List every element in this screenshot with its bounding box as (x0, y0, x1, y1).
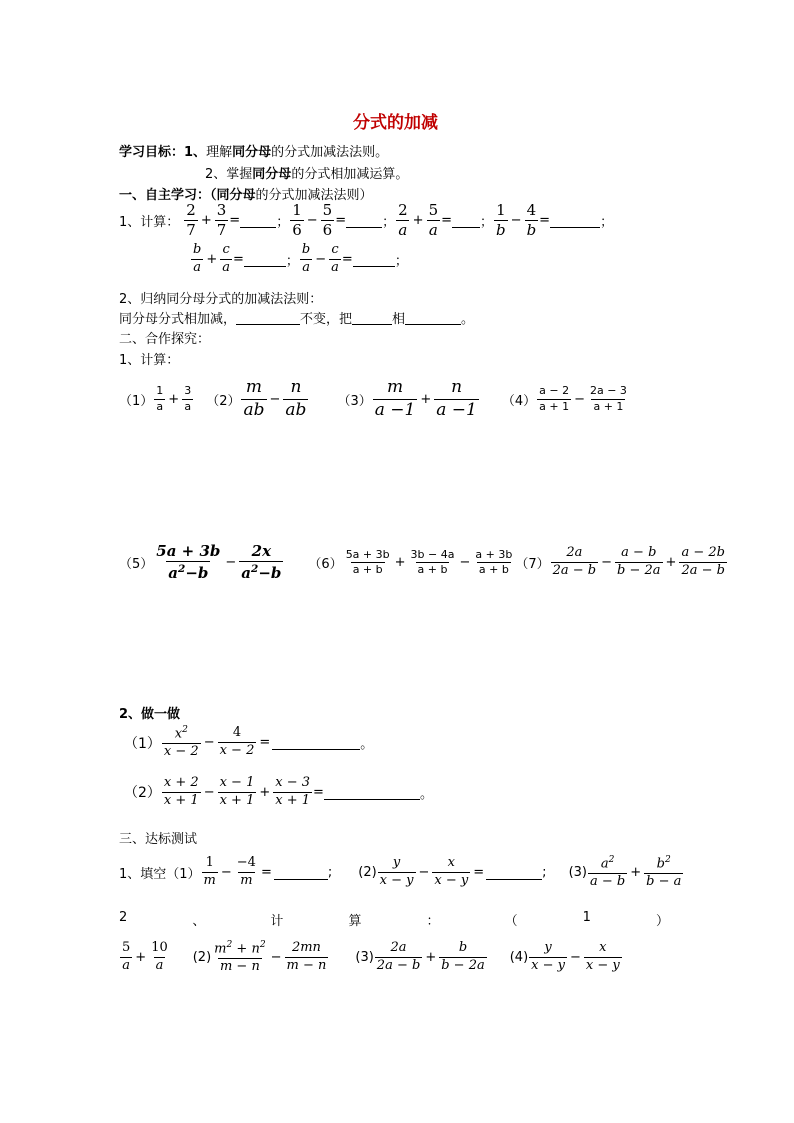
fraction: $\frac{x}{x - y}$ (585, 940, 620, 974)
fraction: $\frac{2}{7}$ (186, 201, 196, 240)
fraction: $\frac{-4}{m}$ (236, 855, 256, 889)
answer-blank[interactable] (550, 213, 600, 228)
fraction: $\frac{2x}{a^2-b}$ (241, 542, 282, 583)
answer-blank[interactable] (236, 310, 300, 325)
fraction: $\frac{2mn}{m - n}$ (286, 940, 327, 974)
fraction: $\frac{n}{a -1}$ (436, 377, 477, 420)
fraction: $\frac{2a - 3}{a + 1}$ (589, 383, 627, 413)
section-1-q1-row2: $\frac{b}{a}$ + $\frac{c}{a}$ = ； $\frac{b}{a}$ − $\frac{c}{a}$ = ； (193, 242, 408, 275)
fraction: $\frac{3b - 4a}{a + b}$ (410, 547, 455, 577)
fraction: $\frac{5a + 3b}{a^2-b}$ (156, 542, 221, 583)
objectives-label: 学习目标： (119, 145, 185, 160)
answer-blank[interactable] (346, 213, 382, 228)
answer-blank[interactable] (274, 865, 328, 880)
rule-statement: 同分母分式相加减， 不变，把 相 。 (119, 312, 475, 327)
fraction: $\frac{a^2}{a - b}$ (589, 855, 626, 890)
fraction: $\frac{y}{x - y}$ (531, 940, 565, 974)
fraction: $\frac{b^2}{b - a}$ (646, 855, 682, 890)
fraction: $\frac{5}{a}$ (428, 201, 439, 240)
fraction: $\frac{a - 2}{a + 1}$ (539, 383, 570, 413)
fraction: $\frac{n}{ab}$ (285, 377, 307, 420)
fraction: $\frac{b}{b - 2a}$ (441, 940, 485, 974)
fraction: $\frac{5a + 3b}{a + b}$ (345, 547, 390, 577)
section-1-q1-row1: 1、计算： $\frac{2}{7}$ + $\frac{3}{7}$ = ； $\frac{1}{6}$ − $\frac{5}{6}$ = ； $\frac{2}{a}$ + $\frac{5}{a}$ = ； $\frac{1}{b}$ − $\frac{4}{b}$ = ； (119, 201, 614, 240)
section-2-q1-row1: （1） $\frac{1}{a}$ + $\frac{3}{a}$ （2） $\frac{m}{ab}$ − $\frac{n}{ab}$ （3） $\frac{m}{a -1}$ + $\frac{n}{a -1}$ （4） $\frac{a - 2}{a + 1}$ − $\frac{2a - 3}{a + 1}$ (119, 377, 627, 420)
fraction: $\frac{5}{a}$ (122, 940, 131, 974)
fraction: $\frac{x^2}{x - 2}$ (163, 725, 199, 760)
objective-2: 2、掌握同分母的分式相加减运算。 (205, 167, 409, 182)
fraction: $\frac{x - 1}{x + 1}$ (219, 775, 255, 808)
fraction: $\frac{1}{6}$ (292, 201, 302, 240)
fraction: $\frac{5}{6}$ (322, 201, 333, 240)
fraction: $\frac{3}{7}$ (216, 201, 227, 240)
fraction: $\frac{m^2 + n^2}{m - n}$ (214, 940, 266, 975)
fraction: $\frac{10}{a}$ (151, 940, 168, 974)
fraction: $\frac{1}{a}$ (156, 383, 164, 413)
section-2-q1-row2: （5） $\frac{5a + 3b}{a^2-b}$ − $\frac{2x}{a^2-b}$ （6） $\frac{5a + 3b}{a + b}$ + $\frac{3b - 4a}{a + b}$ − $\frac{a + 3b}{a + b}$ （7） $\frac{2a}{2a - b}$ − $\frac{a - b}{b - 2a}$ + $\frac{a - 2b}{2a - b}$ (119, 542, 725, 583)
section-1-heading: 一、自主学习：（同分母的分式加减法法则） (119, 188, 373, 203)
objective-1: 学习目标：1、理解同分母的分式加减法法则。 (119, 145, 389, 160)
fraction: $\frac{2}{a}$ (398, 201, 408, 240)
answer-blank[interactable] (452, 213, 480, 228)
fraction: $\frac{2a}{2a - b}$ (552, 545, 597, 579)
fraction: $\frac{1}{b}$ (496, 201, 506, 240)
try-1: （1） $\frac{x^2}{x - 2}$ − $\frac{4}{x - 2}$ = 。 (124, 725, 374, 760)
fraction: $\frac{c}{a}$ (222, 242, 230, 275)
fraction: $\frac{3}{a}$ (184, 383, 192, 413)
answer-blank[interactable] (405, 310, 461, 325)
page-title: 分式的加减 (353, 113, 438, 133)
answer-blank[interactable] (352, 310, 392, 325)
fill-in-row: 1、填空（1） $\frac{1}{m}$ − $\frac{-4}{m}$ = ; (2) $\frac{y}{x - y}$ − $\frac{x}{x - y}$ = ; (3) $\frac{a^2}{a - b}$ + $\frac{b^2}{b - a}$ (119, 855, 682, 890)
answer-blank[interactable] (324, 785, 420, 800)
answer-blank[interactable] (272, 735, 360, 750)
fraction: $\frac{y}{x - y}$ (379, 855, 414, 889)
fraction: $\frac{a + 3b}{a + b}$ (475, 547, 513, 577)
section-2-q1-label: 1、计算： (119, 353, 180, 368)
fraction: $\frac{x + 2}{x + 1}$ (163, 775, 199, 808)
fraction: $\frac{c}{a}$ (331, 242, 339, 275)
fraction: $\frac{x}{x - y}$ (434, 855, 469, 889)
fraction: $\frac{4}{x - 2}$ (219, 725, 255, 759)
calc-row: $\frac{5}{a}$ + $\frac{10}{a}$ (2) $\frac{m^2 + n^2}{m - n}$ − $\frac{2mn}{m - n}$ (3) $\frac{2a}{2a - b}$ + $\frac{b}{b - 2a}$ (4) $\frac{y}{x - y}$ − $\frac{x}{x - y}$ (122, 940, 620, 975)
fraction: $\frac{b}{a}$ (301, 242, 311, 275)
answer-blank[interactable] (240, 213, 276, 228)
section-2-heading: 二、合作探究： (119, 332, 211, 347)
answer-blank[interactable] (244, 252, 286, 267)
fraction: $\frac{m}{a -1}$ (374, 377, 416, 420)
fraction: $\frac{b}{a}$ (193, 242, 202, 275)
answer-blank[interactable] (486, 865, 542, 880)
answer-blank[interactable] (353, 252, 395, 267)
section-2-q2-label: 2、做一做 (119, 707, 181, 722)
fraction: $\frac{m}{ab}$ (243, 377, 265, 420)
fraction: $\frac{a - 2b}{2a - b}$ (681, 545, 725, 579)
fraction: $\frac{1}{m}$ (203, 855, 216, 889)
fraction: $\frac{4}{b}$ (526, 201, 537, 240)
section-3-heading: 三、达标测试 (119, 832, 198, 847)
fraction: $\frac{x - 3}{x + 1}$ (275, 775, 311, 808)
section-1-q2-label: 2、归纳同分母分式的加减法法则： (119, 292, 323, 307)
fraction: $\frac{2a}{2a - b}$ (376, 940, 421, 974)
fraction: $\frac{a - b}{b - 2a}$ (617, 545, 661, 579)
section-3-q2-label: 2 、 计 算 ： （ 1 ） (119, 910, 669, 929)
try-2: （2） $\frac{x + 2}{x + 1}$ − $\frac{x - 1}{x + 1}$ + $\frac{x - 3}{x + 1}$ = 。 (124, 775, 433, 808)
